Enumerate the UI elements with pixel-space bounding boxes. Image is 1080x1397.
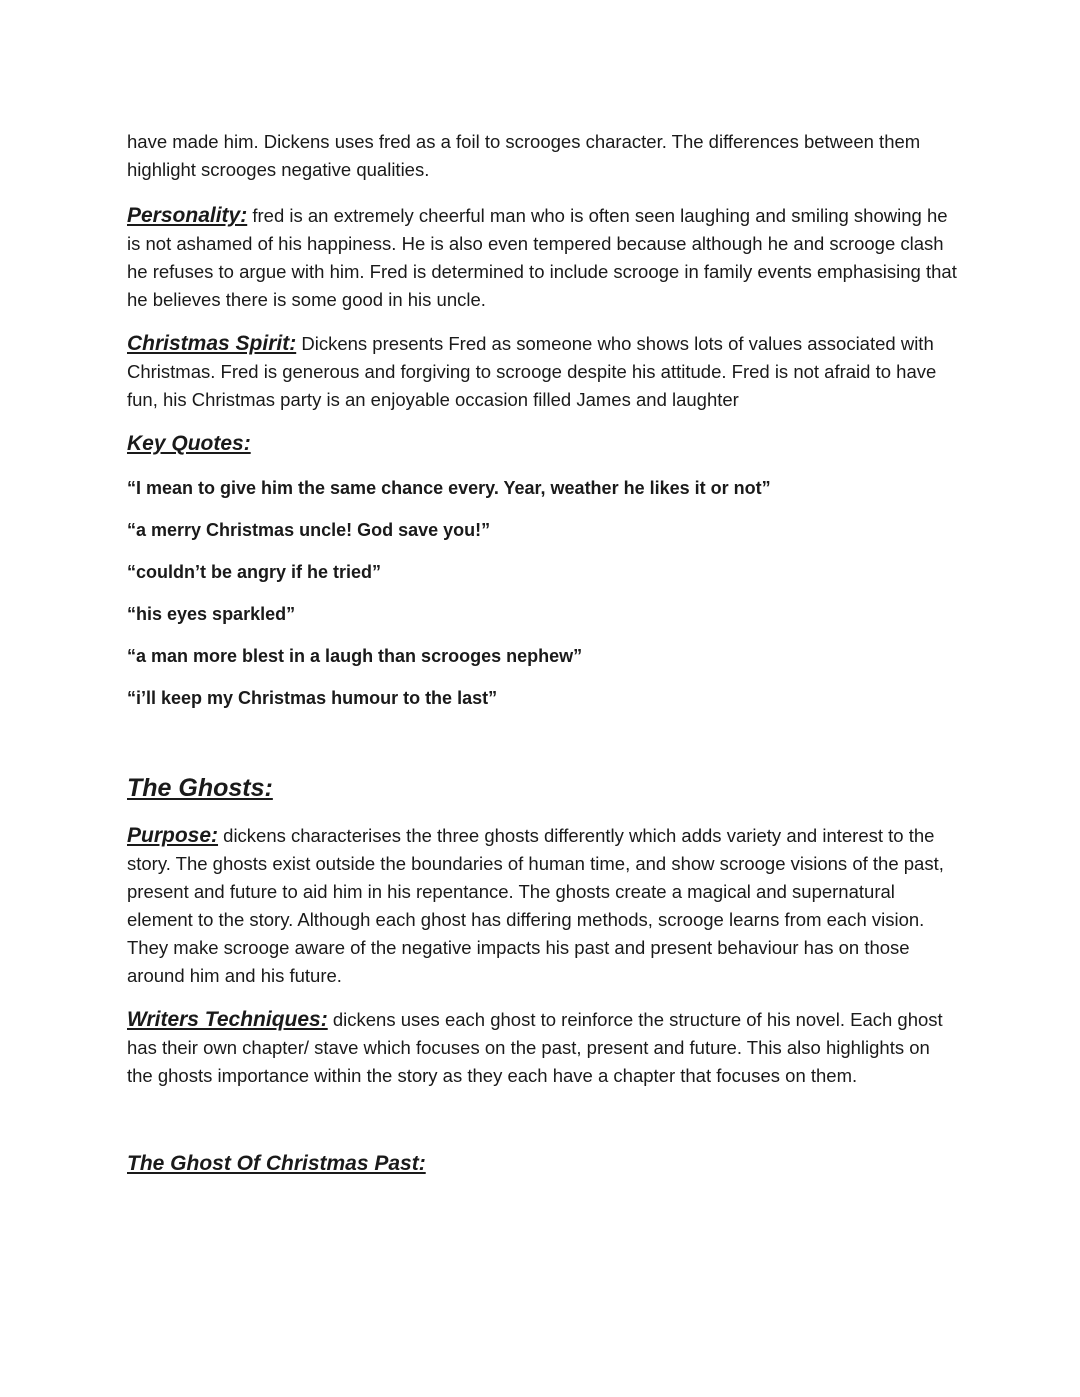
christmas-spirit-text: Dickens presents Fred as someone who shows lots of values associated with Christmas. Fred is generous and forgiving to scrooge despite his attitude. Fred is not afraid to have fun, his Christmas party is an enjoyable occasion filled James and laughter <box>127 333 937 410</box>
purpose-text: dickens characterises the three ghosts differently which adds variety and interest to the story. The ghosts exist outside the boundaries of human time, and show scrooge visions of the past, present and future to aid him in his repentance. The ghosts create a magical and supernatural element to the story. Although each ghost has differing methods, scrooge learns from each vision. They make scrooge aware of the negative impacts his past and present behaviour has on those around him and his future. <box>127 825 944 986</box>
quote-item: “couldn’t be angry if he tried” <box>127 562 382 582</box>
intro-paragraph <box>127 128 957 184</box>
quote-item: “I mean to give him the same chance every. Year, weather he likes it or not” <box>127 478 771 498</box>
personality-text: fred is an extremely cheerful man who is often seen laughing and smiling showing he is not ashamed of his happiness. He is also even tempered because although he and scrooge clash he refuses to argue with him. Fred is determined to include scrooge in family events emphasising that he believes there is some good in his uncle. <box>127 205 957 310</box>
quote-item: “a man more blest in a laugh than scrooges nephew” <box>127 646 583 666</box>
writers-techniques-paragraph <box>127 1006 957 1090</box>
christmas-spirit-paragraph <box>127 330 957 414</box>
quote-item: “a merry Christmas uncle! God save you!” <box>127 520 491 540</box>
ghosts-heading: The Ghosts: <box>127 774 273 802</box>
ghost-past-heading: The Ghost Of Christmas Past: <box>127 1152 426 1175</box>
quote-item: “i’ll keep my Christmas humour to the last” <box>127 688 498 708</box>
writers-techniques-text: dickens uses each ghost to reinforce the structure of his novel. Each ghost has their own chapter/ stave which focuses on the past, present and future. This also highlights on the ghosts importance within the story as they each have a chapter that focuses on them. <box>127 1009 943 1086</box>
purpose-heading: Purpose: <box>127 824 219 847</box>
document-page <box>127 128 957 1178</box>
personality-heading: Personality: <box>127 204 248 227</box>
personality-paragraph <box>127 202 957 314</box>
christmas-spirit-heading: Christmas Spirit: <box>127 332 297 355</box>
writers-techniques-heading: Writers Techniques: <box>127 1008 328 1031</box>
purpose-paragraph <box>127 822 957 990</box>
key-quotes-list <box>127 476 957 710</box>
key-quotes-heading: Key Quotes: <box>127 432 251 455</box>
intro-text: have made him. Dickens uses fred as a foil to scrooges character. The differences between them highlight scrooges negative qualities. <box>127 131 921 180</box>
quote-item: “his eyes sparkled” <box>127 604 296 624</box>
